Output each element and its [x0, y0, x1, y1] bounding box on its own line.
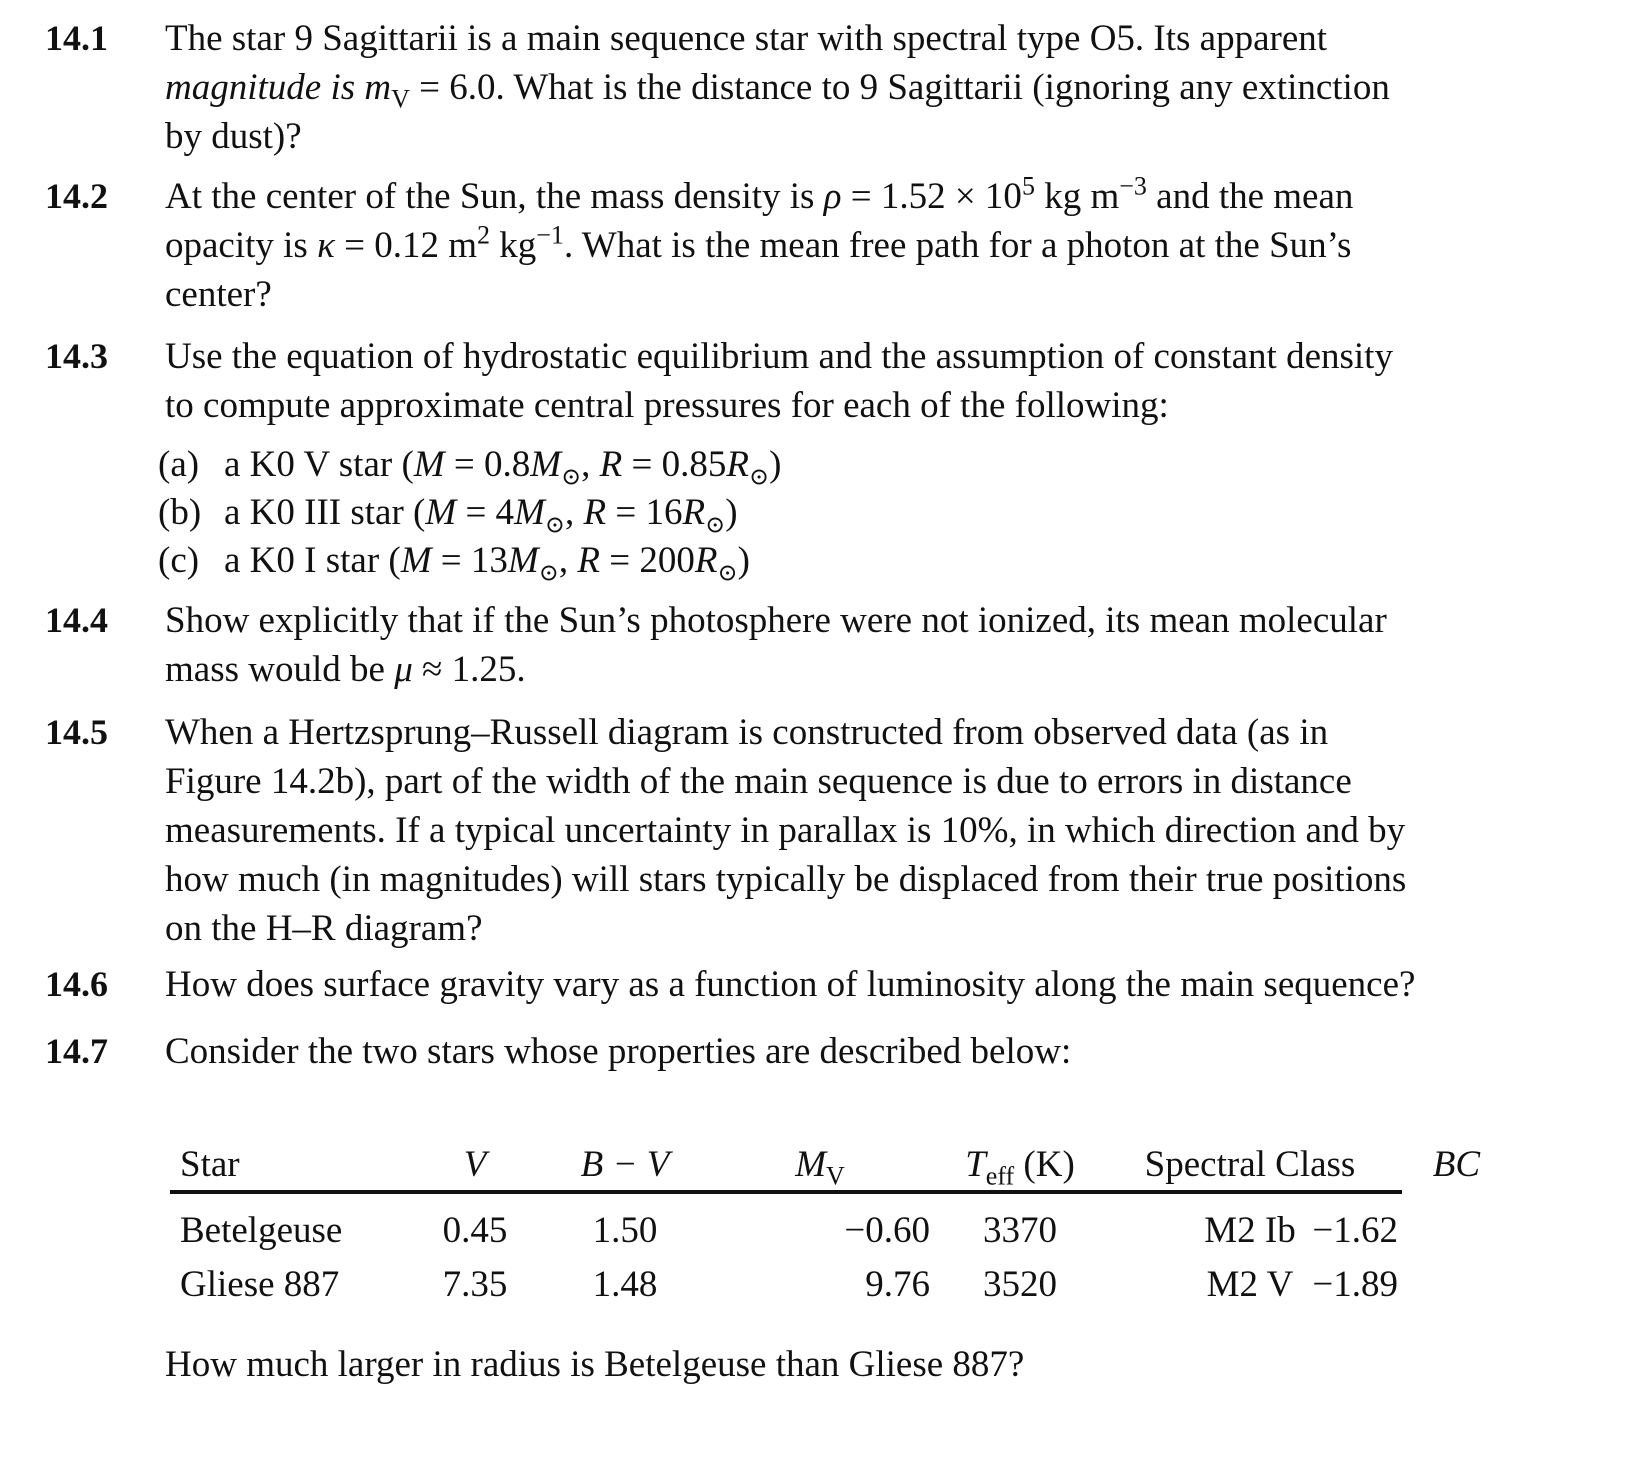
question-text: How much larger in radius is Betelgeuse than Gliese 887?	[165, 1344, 1025, 1385]
problem-number: 14.5	[45, 712, 108, 752]
table-rule	[170, 1190, 1402, 1194]
cell-teff: 3370	[983, 1210, 1057, 1251]
column-header-mv: $M_V$	[795, 1144, 845, 1191]
table-row	[180, 1206, 1480, 1256]
column-header-teff: $T_{eff}$ (K)	[965, 1144, 1075, 1191]
list-item: (c) a K0 I star ($M = 13M_⊙$, $R = 200R_⊙$)	[158, 540, 750, 587]
problem-number: 14.3	[45, 336, 108, 376]
list-item: (b) a K0 III star ($M = 4M_⊙$, $R = 16R_⊙$)	[158, 492, 738, 539]
cell-spectral-class: M2 Ib	[1204, 1210, 1296, 1251]
problem-text: At the center of the Sun, the mass density is $\rho = 1.52 \times 10^5$ kg $m^{-3}$ and the mean opacity is κ = 0.12 $m^2$ $kg^{-1}$. What is the mean free path for a photon at the Sun’s center?	[165, 171, 1354, 315]
cell-spectral-class: M2 V	[1206, 1264, 1294, 1305]
column-header-bv: B − V	[580, 1144, 670, 1185]
cell-star: Gliese 887	[180, 1264, 340, 1305]
problem-text: The star 9 Sagittarii is a main sequence star with spectral type O5. Its apparent magnitude is $m_V = 6.0$. What is the distance to 9 Sagittarii (ignoring any extinction by dust)?	[165, 18, 1390, 157]
problem-text: How does surface gravity vary as a function of luminosity along the main sequence?	[165, 964, 1416, 1005]
table-row	[180, 1260, 1480, 1310]
column-header-v: V	[463, 1144, 487, 1185]
problem-text: Use the equation of hydrostatic equilibrium and the assumption of constant density to compute approximate central pressures for each of the following:	[165, 336, 1393, 426]
cell-bc: −1.89	[1312, 1264, 1398, 1305]
problem-number: 14.6	[45, 964, 108, 1004]
problem-number: 14.1	[45, 18, 108, 58]
problem-number: 14.2	[45, 176, 108, 216]
cell-teff: 3520	[983, 1264, 1057, 1305]
table-header-row	[180, 1140, 1480, 1190]
sub-item-list	[158, 440, 782, 587]
cell-bv: 1.48	[592, 1264, 658, 1305]
cell-v: 7.35	[442, 1264, 508, 1305]
cell-bc: −1.62	[1312, 1210, 1398, 1251]
column-header-spectral-class: Spectral Class	[1144, 1144, 1356, 1185]
problem-number: 14.7	[45, 1031, 108, 1071]
problem-text: When a Hertzsprung–Russell diagram is constructed from observed data (as in Figure 14.2b), part of the width of the main sequence is due to errors in distance measurements. If a typical uncertainty in parallax is 10%, in which direction and by how much (in magnitudes) will stars typically be displaced from their true positions on the H–R diagram?	[165, 712, 1407, 949]
problem-number: 14.4	[45, 600, 108, 640]
problem-text: Consider the two stars whose properties are described below:	[165, 1031, 1072, 1072]
list-item: (a) a K0 V star ($M = 0.8M_⊙$, $R = 0.85R_⊙$)	[158, 444, 782, 491]
cell-mv: 9.76	[865, 1264, 930, 1305]
cell-bv: 1.50	[592, 1210, 658, 1251]
problem-text: Show explicitly that if the Sun’s photosphere were not ionized, its mean molecular mass would be μ ≈ 1.25.	[165, 600, 1387, 690]
column-header-star: Star	[180, 1144, 240, 1185]
cell-star: Betelgeuse	[180, 1210, 343, 1251]
cell-mv: −0.60	[844, 1210, 930, 1251]
cell-v: 0.45	[442, 1210, 508, 1251]
column-header-bc: BC	[1432, 1144, 1480, 1185]
